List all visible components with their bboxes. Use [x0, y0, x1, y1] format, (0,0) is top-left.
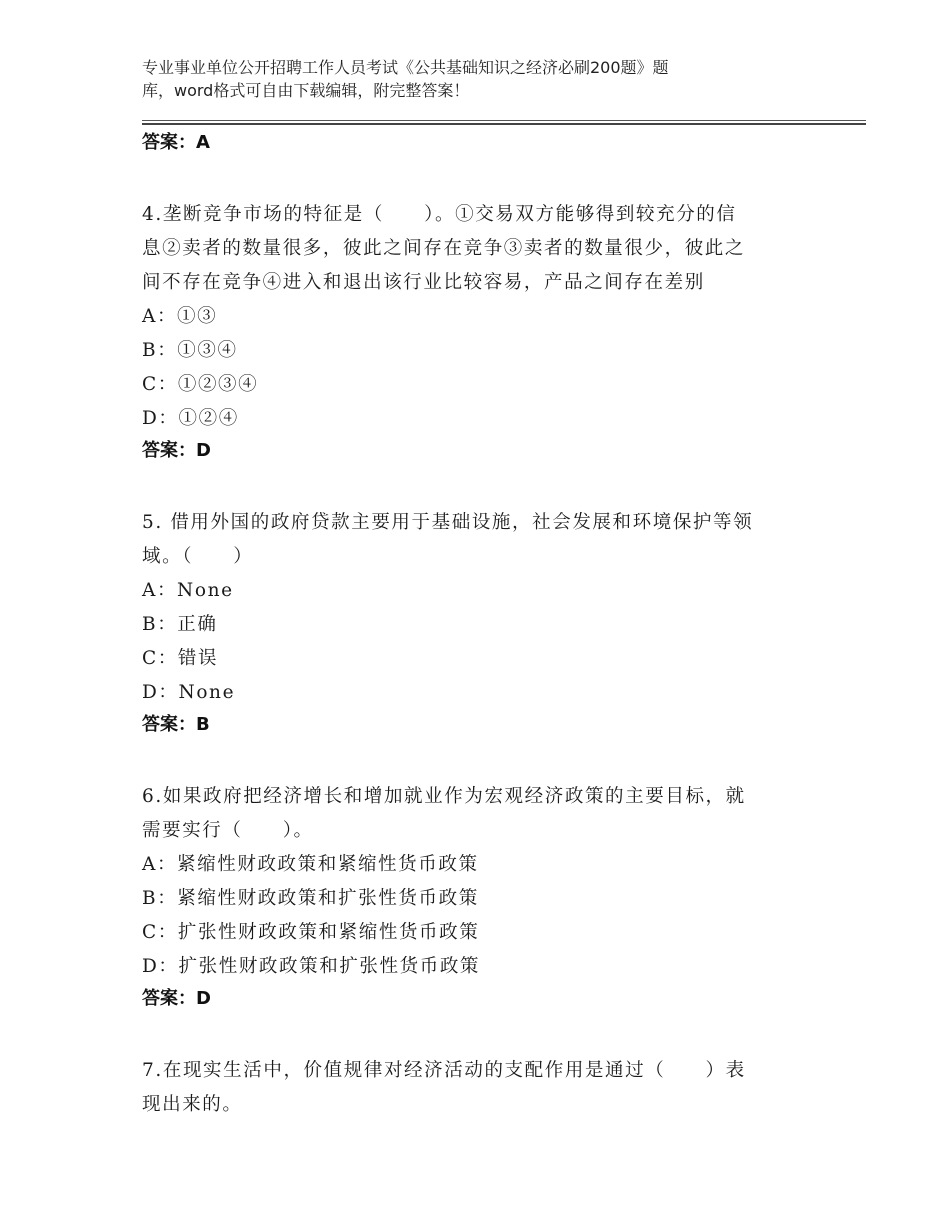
- header-line-1: 专业事业单位公开招聘工作人员考试《公共基础知识之经济必刷200题》题: [142, 58, 669, 77]
- option-d: D：None: [142, 682, 236, 703]
- stem-line: 间不存在竞争④进入和退出该行业比较容易，产品之间存在差别: [142, 272, 705, 293]
- document-body: [142, 128, 822, 1122]
- question-stem: [142, 1054, 822, 1122]
- option-a: A：①③: [142, 306, 218, 327]
- stem-line: 息②卖者的数量很多，彼此之间存在竞争③卖者的数量很少，彼此之: [142, 238, 746, 259]
- option-a: A：None: [142, 580, 234, 601]
- answer-label: 答案：D: [142, 988, 211, 1009]
- header-divider-thick: [142, 123, 866, 125]
- option-b: B：正确: [142, 614, 218, 635]
- option-c: C：错误: [142, 648, 219, 669]
- option-c: C：①②③④: [142, 374, 259, 395]
- header-line-2: 库，word格式可自由下载编辑，附完整答案！: [142, 81, 470, 100]
- question-stem: [142, 198, 822, 300]
- answer-label: 答案：A: [142, 132, 210, 153]
- stem-line: 5. 借用外国的政府贷款主要用于基础设施，社会发展和环境保护等领: [142, 512, 754, 533]
- question-stem: [142, 506, 822, 574]
- stem-line: 需要实行（ ）。: [142, 820, 314, 841]
- stem-line: 4.垄断竞争市场的特征是（ ）。①交易双方能够得到较充分的信: [142, 204, 737, 225]
- stem-line: 域。（ ）: [142, 546, 254, 567]
- answer-label: 答案：B: [142, 714, 210, 735]
- stem-line: 6.如果政府把经济增长和增加就业作为宏观经济政策的主要目标，就: [142, 786, 746, 807]
- question-stem: [142, 780, 822, 848]
- stem-line: 现出来的。: [142, 1094, 243, 1115]
- option-c: C：扩张性财政政策和紧缩性货币政策: [142, 922, 480, 943]
- question-6: [142, 780, 822, 1014]
- answer-label: 答案：D: [142, 440, 211, 461]
- document-header: [142, 56, 782, 102]
- option-a: A：紧缩性财政政策和紧缩性货币政策: [142, 854, 479, 875]
- option-d: D：①②④: [142, 408, 239, 429]
- question-4: [142, 198, 822, 466]
- option-b: B：①③④: [142, 340, 238, 361]
- stem-line: 7.在现实生活中，价值规律对经济活动的支配作用是通过（ ）表: [142, 1060, 746, 1081]
- header-divider-thin: [142, 120, 866, 121]
- option-b: B：紧缩性财政政策和扩张性货币政策: [142, 888, 479, 909]
- question-7: [142, 1054, 822, 1122]
- question-5: [142, 506, 822, 740]
- option-d: D：扩张性财政政策和扩张性货币政策: [142, 956, 481, 977]
